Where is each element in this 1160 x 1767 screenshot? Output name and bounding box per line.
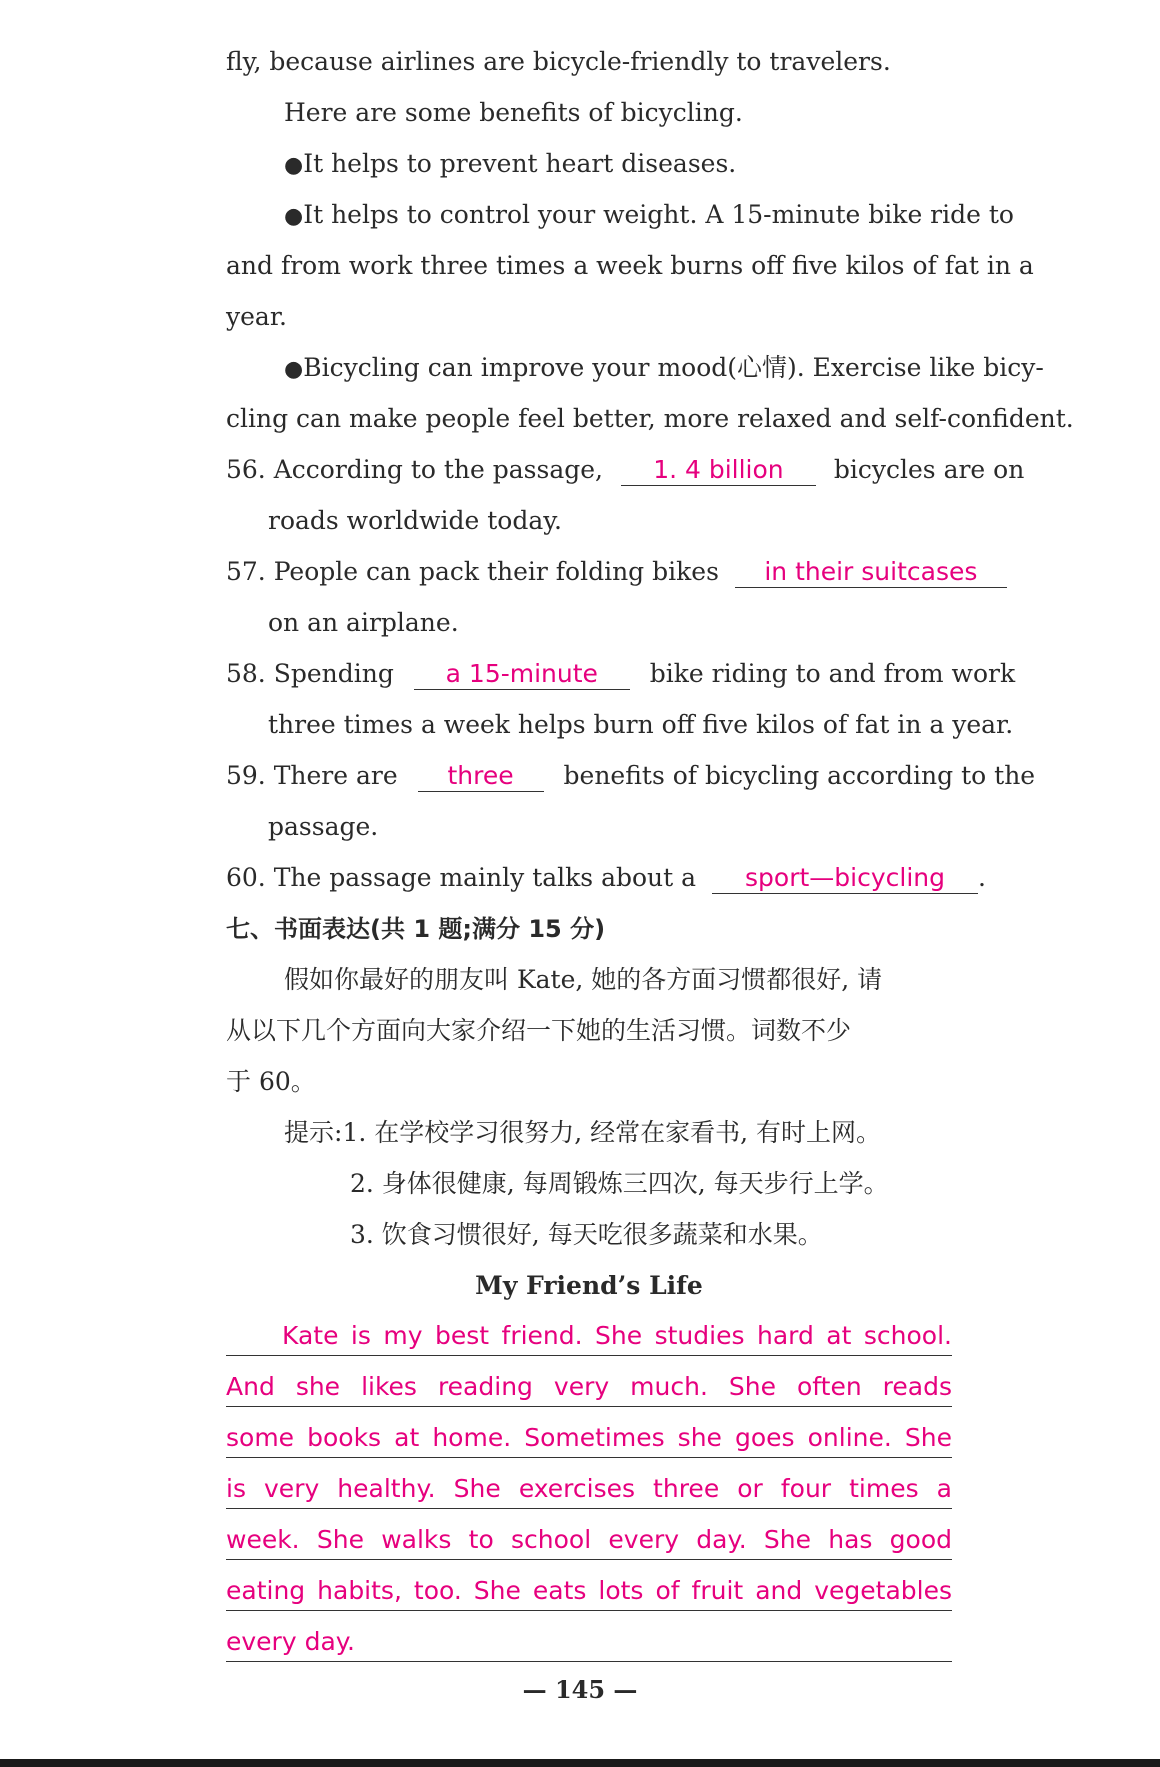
answer-blank[interactable]: three — [418, 761, 544, 792]
essay-line[interactable]: week. She walks to school every day. She has good — [226, 1521, 952, 1560]
passage-line: and from work three times a week burns off five kilos of fat in a — [226, 251, 1034, 280]
question-text: bicycles are on — [833, 455, 1025, 484]
passage-intro: Here are some benefits of bicycling. — [284, 98, 743, 127]
question-text: 57. People can pack their folding bikes — [226, 557, 719, 586]
writing-prompt: 于 60。 — [226, 1067, 316, 1096]
essay-line[interactable]: some books at home. Sometimes she goes online. She — [226, 1419, 952, 1458]
benefit-text: Bicycling can improve your mood(心情). Exercise like bicy- — [303, 353, 1044, 382]
benefit-text: It helps to prevent heart diseases. — [303, 149, 737, 178]
essay-line[interactable]: every day. — [226, 1623, 952, 1662]
question-57 — [226, 555, 978, 589]
passage-line: fly, because airlines are bicycle-friendly to travelers. — [226, 47, 891, 76]
benefit-1 — [284, 147, 952, 183]
question-58 — [226, 657, 1016, 691]
benefit-2 — [284, 198, 1014, 234]
question-60 — [226, 861, 986, 895]
hint-3: 3. 饮食习惯很好, 每天吃很多蔬菜和水果。 — [350, 1220, 823, 1249]
question-text: benefits of bicycling according to the — [563, 761, 1036, 790]
hint-label: 提示: — [284, 1118, 343, 1147]
question-cont: passage. — [268, 812, 379, 841]
question-59 — [226, 759, 1036, 793]
bullet-icon: ● — [284, 204, 304, 229]
question-56 — [226, 453, 1025, 487]
answer-blank[interactable]: a 15-minute — [414, 659, 630, 690]
question-text: 58. Spending — [226, 659, 394, 688]
essay-line[interactable]: Kate is my best friend. She studies hard at school. — [226, 1317, 952, 1356]
passage-line: year. — [226, 302, 287, 331]
writing-prompt: 假如你最好的朋友叫 Kate, 她的各方面习惯都很好, 请 — [284, 965, 883, 994]
question-cont: roads worldwide today. — [268, 506, 562, 535]
question-text: bike riding to and from work — [649, 659, 1016, 688]
answer-blank[interactable]: in their suitcases — [735, 557, 1007, 588]
page-number: — 145 — — [522, 1675, 638, 1704]
essay-line[interactable]: is very healthy. She exercises three or four times a — [226, 1470, 952, 1509]
essay-line[interactable]: And she likes reading very much. She often reads — [226, 1368, 952, 1407]
hint-text: 1. 在学校学习很努力, 经常在家看书, 有时上网。 — [342, 1118, 882, 1147]
question-text: 56. According to the passage, — [226, 455, 603, 484]
essay-title: My Friend’s Life — [475, 1271, 703, 1300]
question-text: . — [978, 863, 986, 892]
benefit-3 — [284, 351, 1044, 387]
writing-prompt: 从以下几个方面向大家介绍一下她的生活习惯。词数不少 — [226, 1016, 852, 1045]
question-cont: on an airplane. — [268, 608, 459, 637]
essay-line[interactable]: eating habits, too. She eats lots of fruit and vegetables — [226, 1572, 952, 1611]
answer-blank[interactable]: 1. 4 billion — [621, 455, 816, 486]
bottom-edge — [0, 1759, 1160, 1767]
bullet-icon: ● — [284, 153, 304, 178]
question-text: 60. The passage mainly talks about a — [226, 863, 697, 892]
question-text: 59. There are — [226, 761, 398, 790]
hint-2: 2. 身体很健康, 每周锻炼三四次, 每天步行上学。 — [350, 1169, 889, 1198]
benefit-text: It helps to control your weight. A 15-minute bike ride to — [303, 200, 1014, 229]
bullet-icon: ● — [284, 357, 304, 382]
passage-line: cling can make people feel better, more relaxed and self-confident. — [226, 404, 1074, 433]
answer-blank[interactable]: sport—bicycling — [712, 863, 978, 894]
section-heading: 七、书面表达(共 1 题;满分 15 分) — [226, 915, 606, 943]
hint-1 — [284, 1116, 952, 1150]
question-cont: three times a week helps burn off five kilos of fat in a year. — [268, 710, 1014, 739]
